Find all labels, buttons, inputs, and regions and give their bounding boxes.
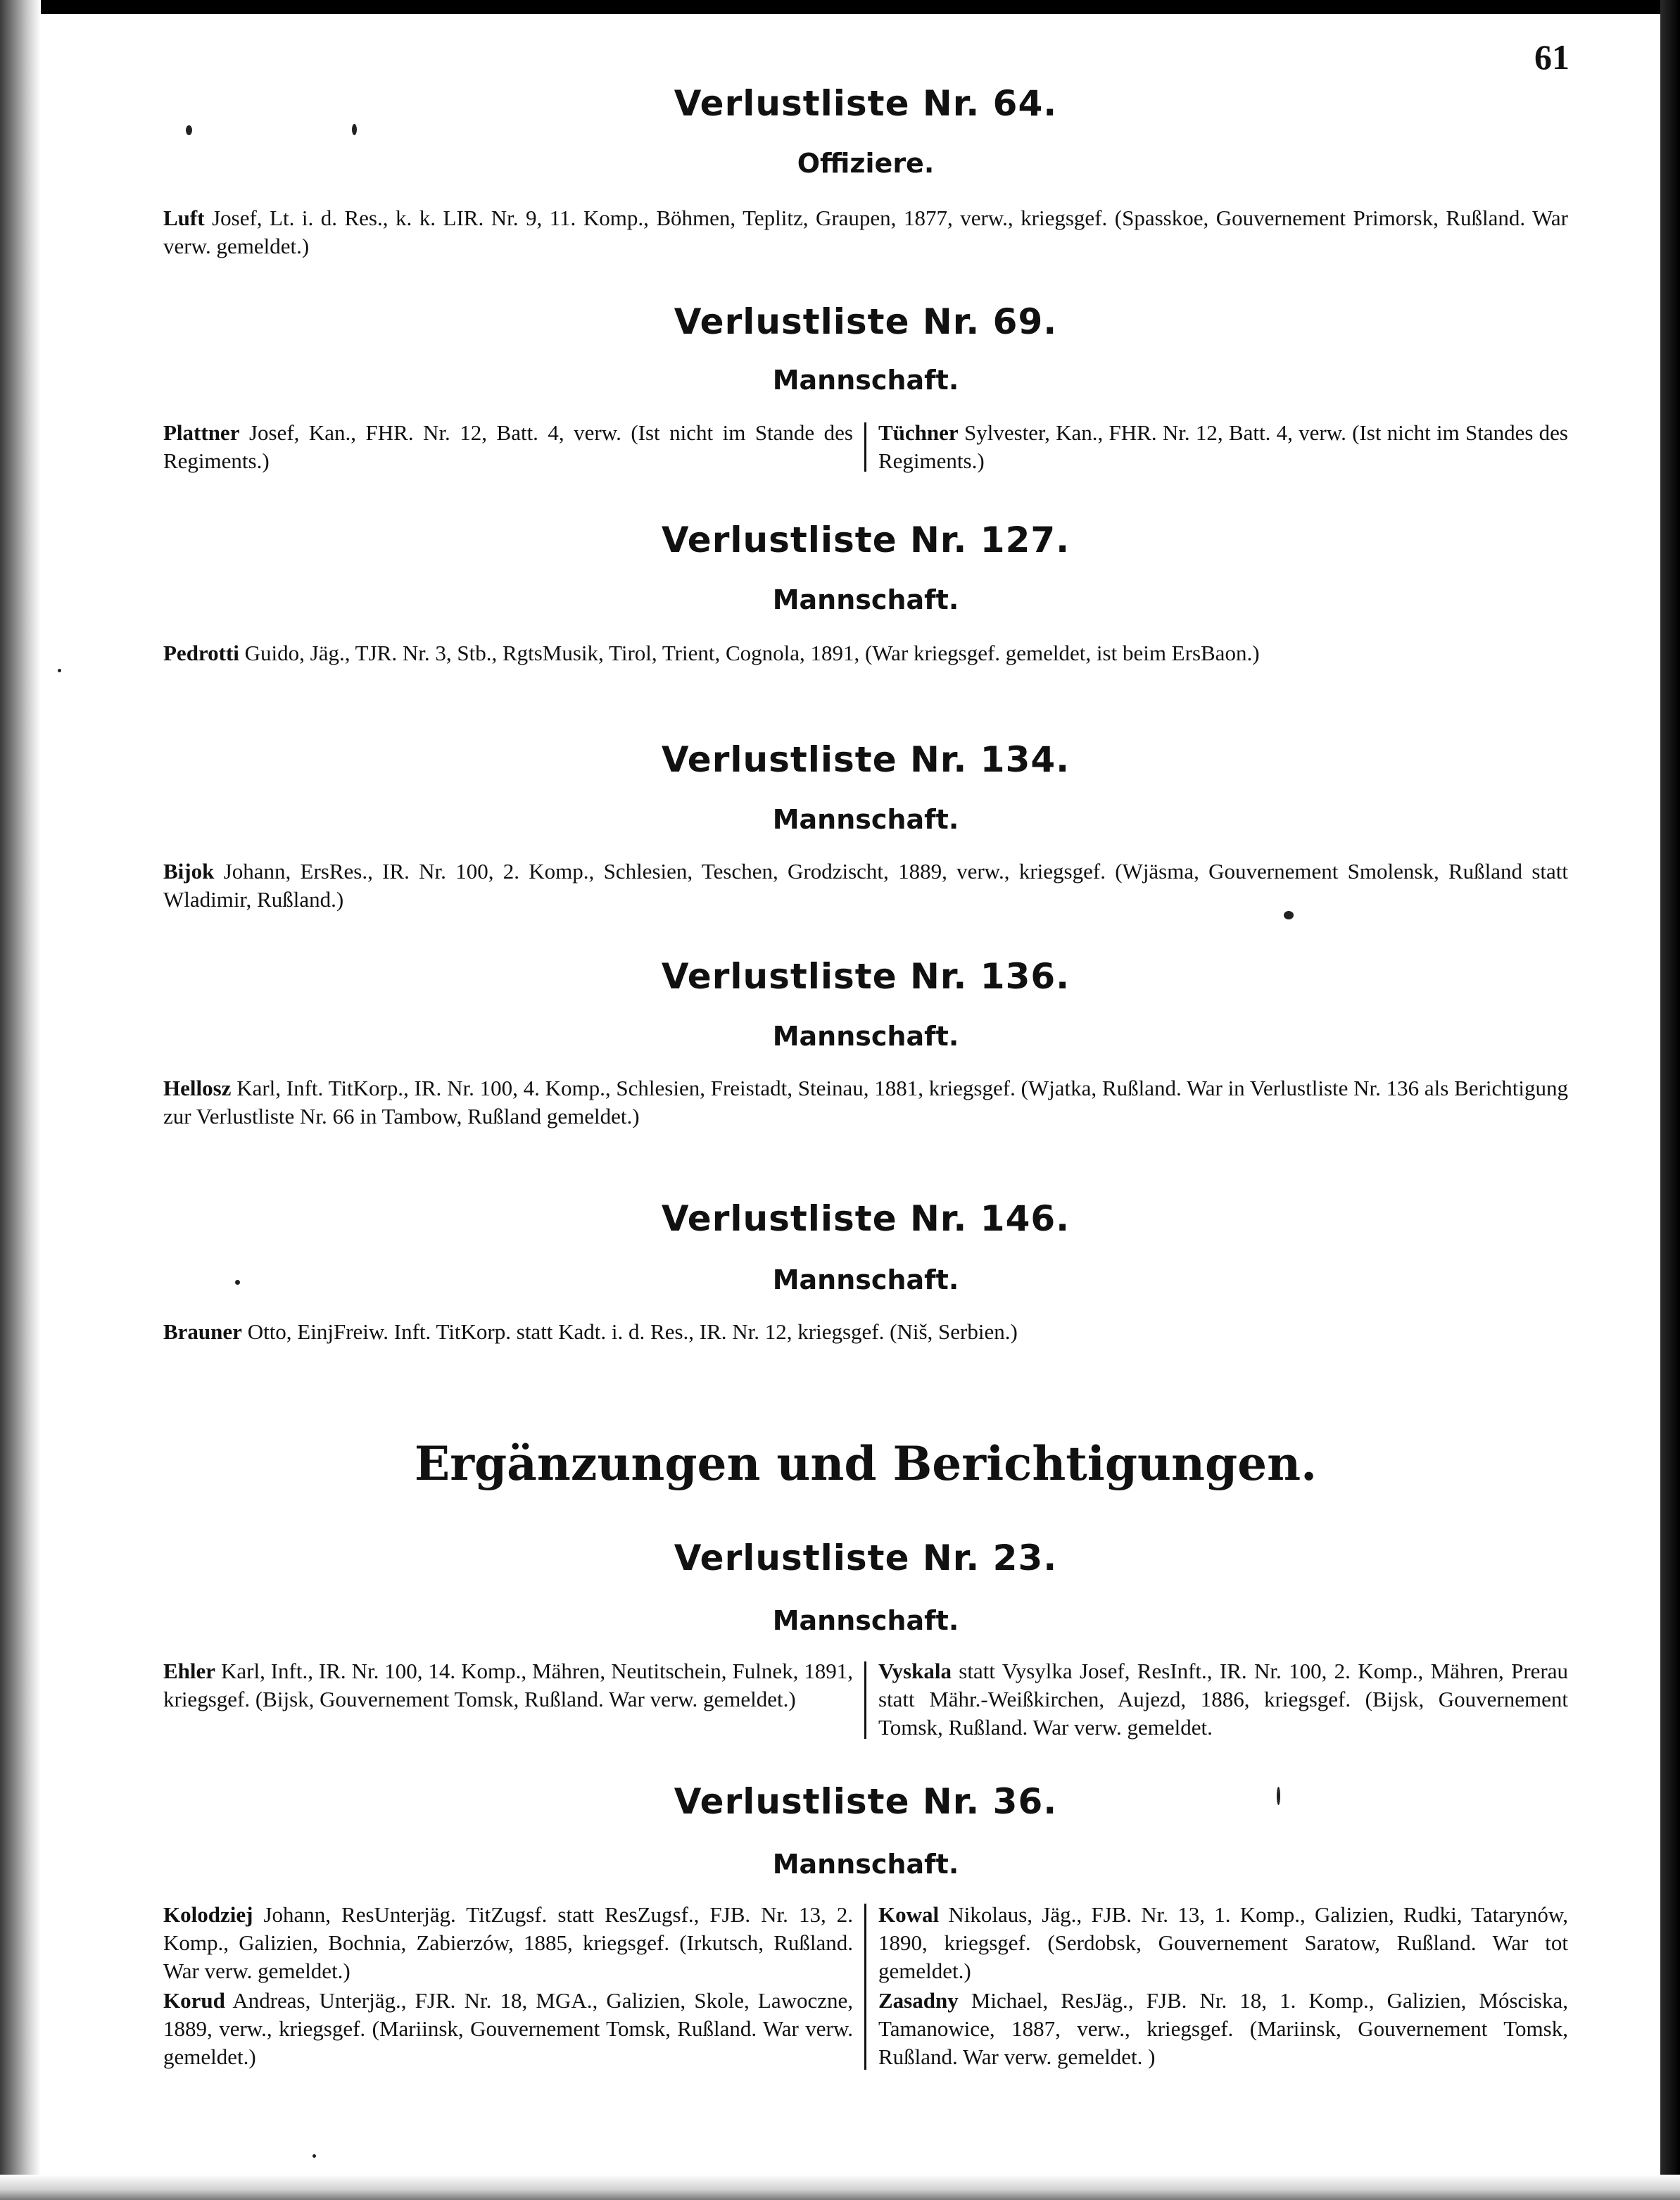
entry-name: Korud — [163, 1988, 225, 2013]
section-subheading: Mannschaft. — [772, 365, 959, 396]
scan-speck — [1284, 911, 1294, 919]
list-entry — [163, 857, 1568, 914]
section-subheading: Mannschaft. — [772, 1605, 959, 1636]
list-entry — [163, 419, 853, 475]
entry-text: Josef, Lt. i. d. Res., k. k. LIR. Nr. 9, 11. Komp., Böhmen, Teplitz, Graupen, 1877, verw., kriegsgef. (Spasskoe, Gouvernement Primorsk, Rußland. War verw. gemeldet.) — [163, 206, 1568, 258]
list-entry — [878, 1901, 1568, 1985]
entry-name: Zasadny — [878, 1988, 959, 2013]
entry-name: Luft — [163, 206, 205, 230]
entry-text: Otto, EinjFreiw. Inft. TitKorp. statt Kadt. i. d. Res., IR. Nr. 12, kriegsgef. (Niš, Serbien.) — [241, 1319, 1018, 1344]
entry-name: Vyskala — [878, 1659, 952, 1683]
entry-text: Josef, Kan., FHR. Nr. 12, Batt. 4, verw. (Ist nicht im Stande des Regiments.) — [163, 420, 853, 473]
scan-speck — [312, 2154, 316, 2158]
scan-speck — [352, 124, 357, 135]
section-heading: Verlustliste Nr. 134. — [661, 739, 1070, 780]
scan-speck — [235, 1280, 240, 1285]
section-subheading: Mannschaft. — [772, 804, 959, 835]
scan-speck — [1277, 1787, 1280, 1805]
entry-text: Johann, ErsRes., IR. Nr. 100, 2. Komp., Schlesien, Teschen, Grodzischt, 1889, verw., kriegsgef. (Wjäsma, Gouvernement Smolensk, Rußland statt Wladimir, Rußland.) — [163, 859, 1568, 912]
section-heading: Verlustliste Nr. 36. — [674, 1781, 1058, 1822]
supplement-heading: Ergänzungen und Berichtigungen. — [414, 1436, 1318, 1491]
section-heading: Verlustliste Nr. 136. — [661, 956, 1070, 997]
entry-text: Karl, Inft. TitKorp., IR. Nr. 100, 4. Komp., Schlesien, Freistadt, Steinau, 1881, kriegsgef. (Wjatka, Rußland. War in Verlustliste Nr. 136 als Berichtigung zur Verlustliste Nr. 66 in Tambow, Rußland gemeldet.) — [163, 1076, 1568, 1129]
section-subheading: Mannschaft. — [772, 584, 959, 615]
entry-text: Sylvester, Kan., FHR. Nr. 12, Batt. 4, verw. (Ist nicht im Standes des Regiments.) — [878, 420, 1568, 473]
entry-name: Kolodziej — [163, 1902, 253, 1927]
section-heading: Verlustliste Nr. 69. — [674, 301, 1058, 342]
scan-speck — [58, 669, 61, 672]
entry-name: Plattner — [163, 420, 240, 445]
list-entry — [163, 1901, 853, 1985]
list-entry — [163, 1074, 1568, 1131]
entry-name: Pedrotti — [163, 641, 239, 665]
list-entry — [878, 1657, 1568, 1742]
list-entry — [878, 419, 1568, 475]
entry-text: Andreas, Unterjäg., FJR. Nr. 18, MGA., Galizien, Skole, Lawoczne, 1889, verw., kriegsgef. (Mariinsk, Gouvernement Tomsk, Rußland. War verw. gemeldet.) — [163, 1988, 853, 2069]
scan-speck — [186, 125, 192, 135]
scan-edge-bottom — [0, 2175, 1680, 2200]
page-number: 61 — [1534, 37, 1570, 77]
section-heading: Verlustliste Nr. 64. — [674, 83, 1058, 124]
section-heading: Verlustliste Nr. 146. — [661, 1198, 1070, 1239]
column-divider — [864, 1904, 866, 2070]
list-entry — [163, 639, 1568, 667]
entry-text: statt Vysylka Josef, ResInft., IR. Nr. 100, 2. Komp., Mähren, Prerau statt Mähr.-Weißkirchen, Aujezd, 1886, kriegsgef. (Bijsk, Gouvernement Tomsk, Rußland. War verw. gemeldet. — [878, 1659, 1568, 1740]
section-heading: Verlustliste Nr. 127. — [661, 520, 1070, 560]
list-entry — [878, 1987, 1568, 2071]
section-subheading: Offiziere. — [797, 148, 935, 179]
entry-name: Brauner — [163, 1319, 242, 1344]
section-subheading: Mannschaft. — [772, 1021, 959, 1052]
entry-name: Bijok — [163, 859, 215, 884]
entry-text: Nikolaus, Jäg., FJB. Nr. 13, 1. Komp., Galizien, Rudki, Tatarynów, 1890, kriegsgef. (Serdobsk, Gouvernement Saratow, Rußland. War tot gemeldet.) — [878, 1902, 1568, 1983]
scan-edge-left — [0, 0, 41, 2200]
list-entry — [163, 1987, 853, 2071]
section-subheading: Mannschaft. — [772, 1849, 959, 1880]
column-divider — [864, 1661, 866, 1739]
scan-edge-top — [0, 0, 1680, 14]
entry-text: Johann, ResUnterjäg. TitZugsf. statt ResZugsf., FJB. Nr. 13, 2. Komp., Galizien, Bochnia, Zabierzów, 1885, kriegsgef. (Irkutsch, Rußland. War verw. gemeldet.) — [163, 1902, 853, 1983]
list-entry — [163, 204, 1568, 260]
entry-text: Michael, ResJäg., FJB. Nr. 18, 1. Komp., Galizien, Mósciska, Tamanowice, 1887, verw., kriegsgef. (Mariinsk, Gouvernement Tomsk, Rußland. War verw. gemeldet. ) — [878, 1988, 1568, 2069]
column-divider — [864, 422, 866, 472]
section-heading: Verlustliste Nr. 23. — [674, 1538, 1058, 1578]
scan-edge-right — [1660, 0, 1680, 2200]
entry-text: Karl, Inft., IR. Nr. 100, 14. Komp., Mähren, Neutitschein, Fulnek, 1891, kriegsgef. (Bijsk, Gouvernement Tomsk, Rußland. War verw. gemeldet.) — [163, 1659, 853, 1711]
list-entry — [163, 1318, 1568, 1346]
entry-text: Guido, Jäg., TJR. Nr. 3, Stb., RgtsMusik, Tirol, Trient, Cognola, 1891, (War kriegsgef. gemeldet, ist beim ErsBaon.) — [239, 641, 1260, 665]
entry-name: Hellosz — [163, 1076, 232, 1100]
section-subheading: Mannschaft. — [772, 1264, 959, 1295]
list-entry — [163, 1657, 853, 1714]
entry-name: Ehler — [163, 1659, 216, 1683]
entry-name: Tüchner — [878, 420, 959, 445]
entry-name: Kowal — [878, 1902, 940, 1927]
